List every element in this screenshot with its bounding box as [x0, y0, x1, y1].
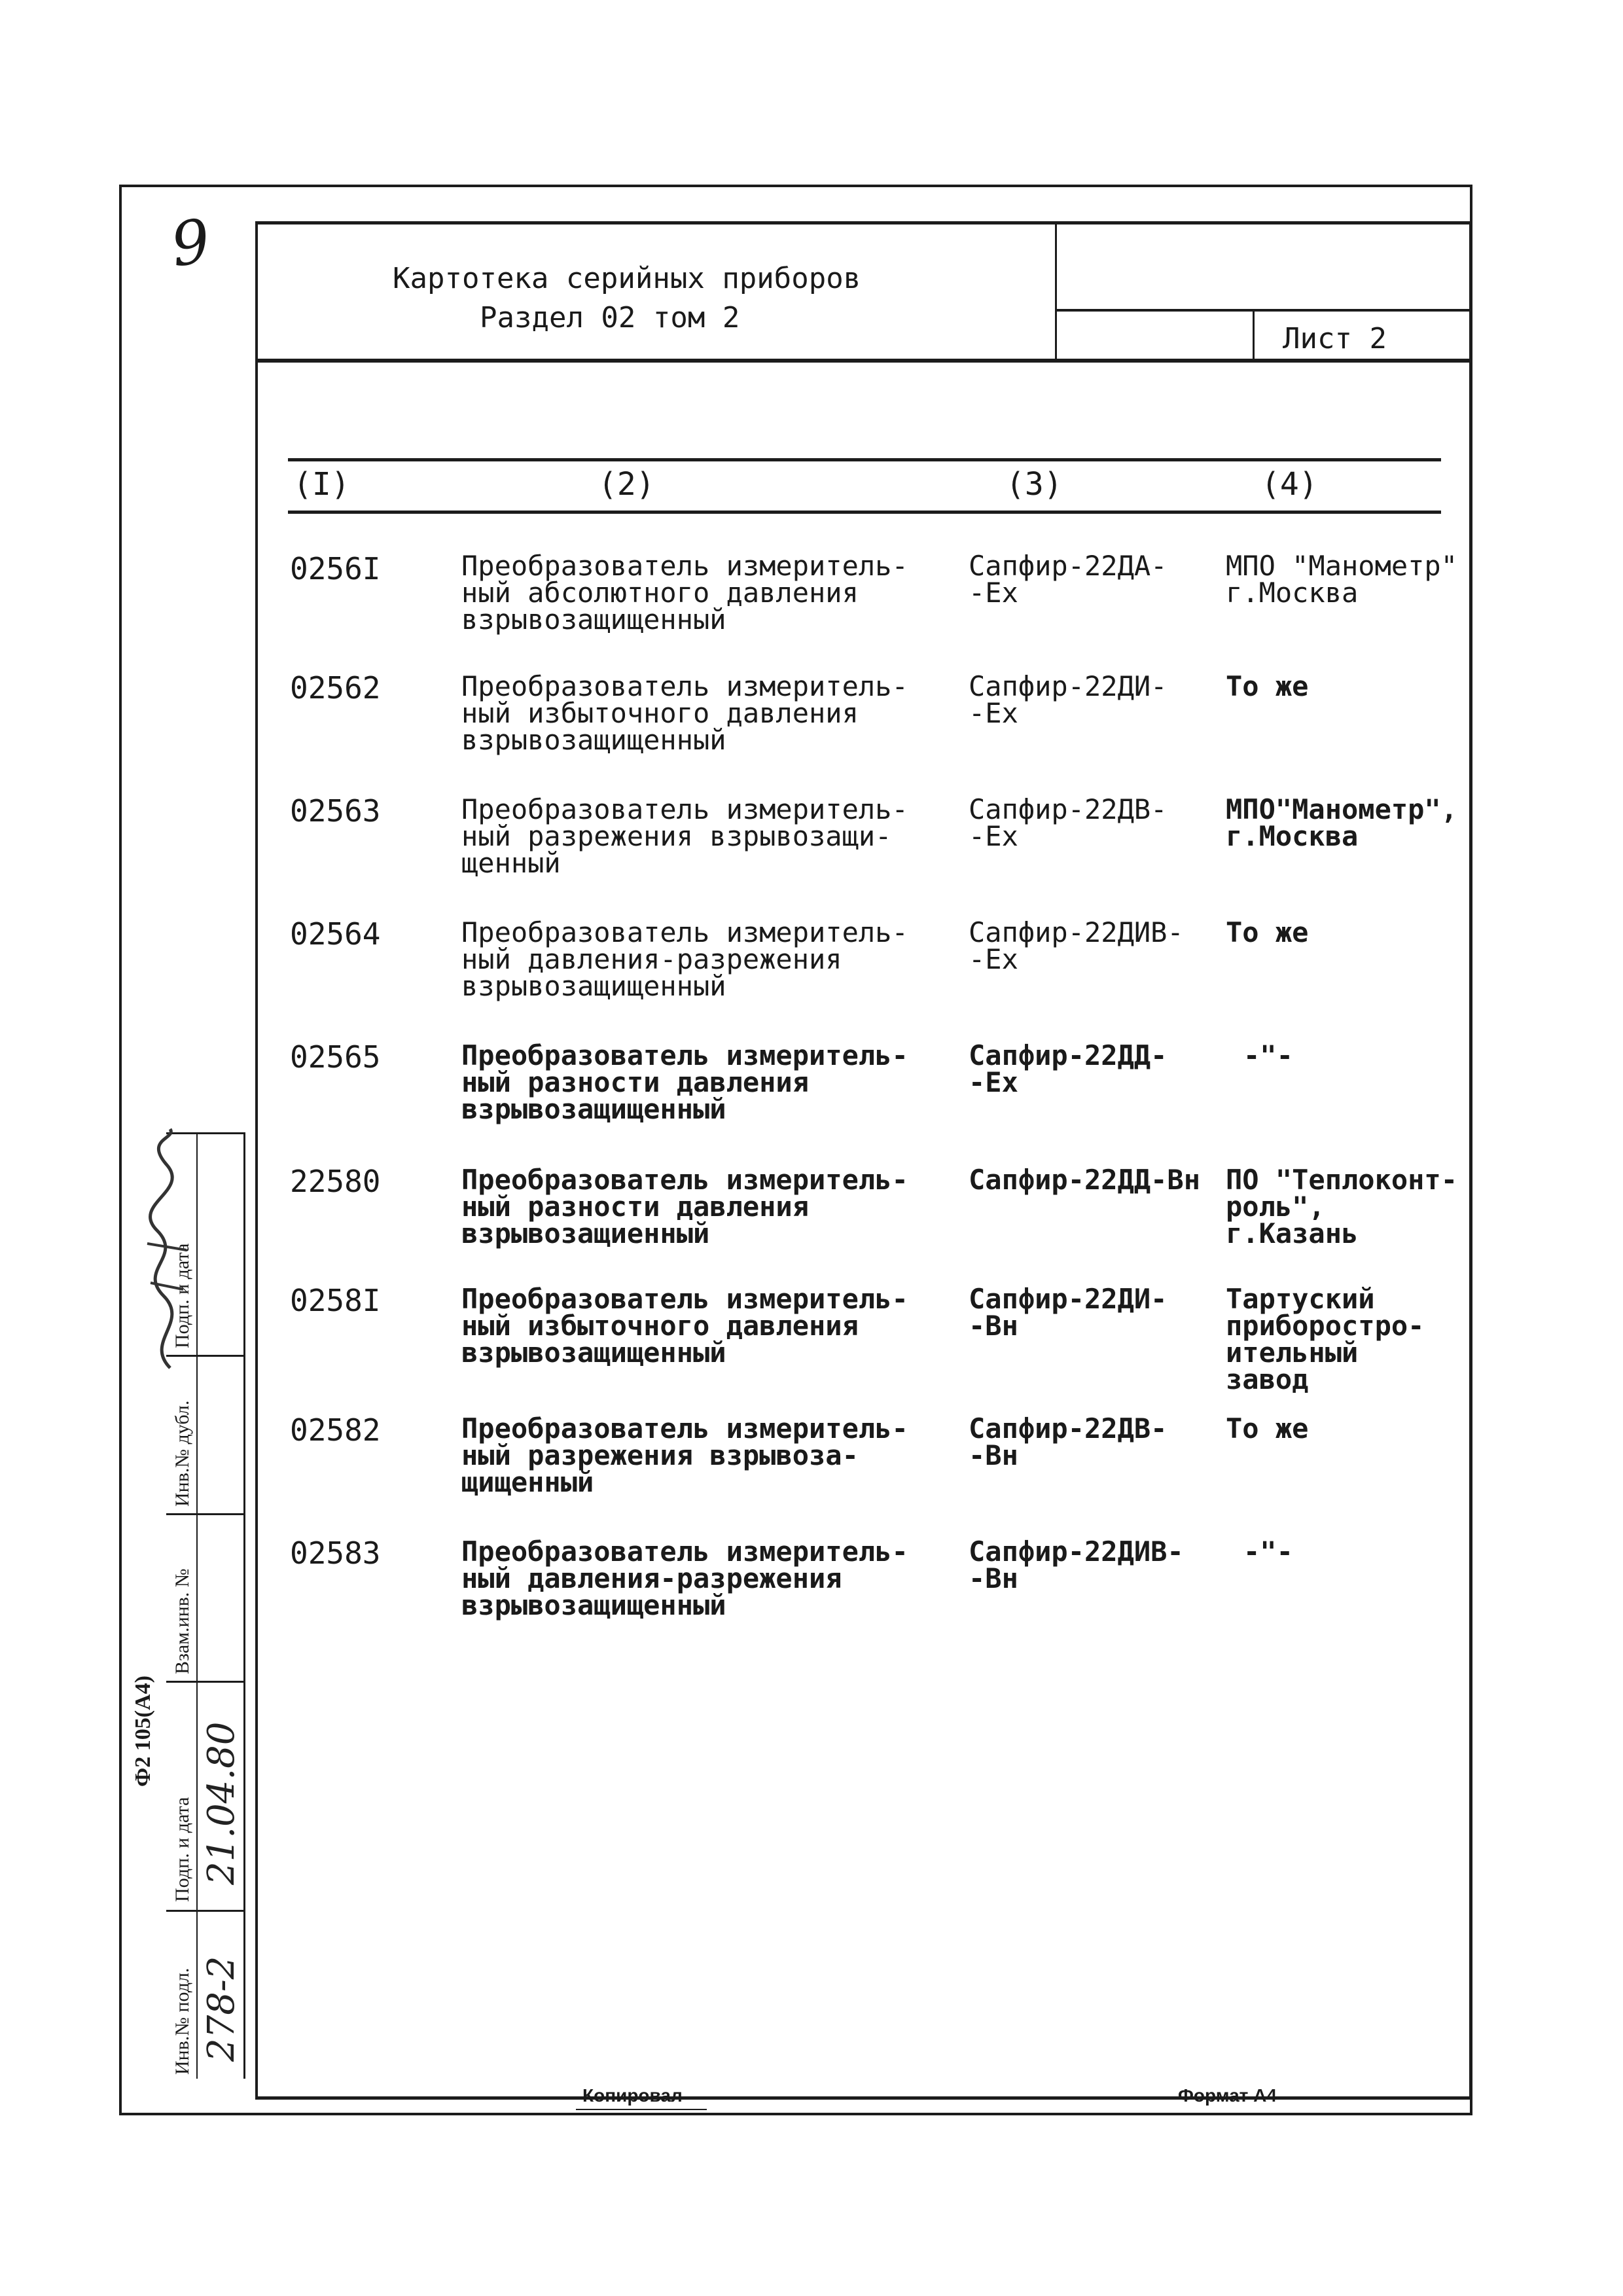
row-model: Сапфир-22ДИ- -Вн — [969, 1283, 1168, 1342]
column-header-2: (2) — [598, 466, 655, 503]
header-bottom-rule — [258, 359, 1470, 363]
row-code: 22580 — [290, 1164, 381, 1199]
row-model: Сапфир-22ДД-Вн — [969, 1164, 1201, 1196]
row-description: Преобразователь измеритель- ный разности давления взрывозащищенный — [461, 1039, 908, 1125]
page-number: 9 — [166, 206, 215, 281]
footer-rule — [119, 2113, 1472, 2115]
row-description: Преобразователь измеритель- ный избыточного давления взрывозащищенный — [461, 670, 908, 756]
row-description: Преобразователь измеритель- ный разрежения взрывозащи- щенный — [461, 793, 908, 879]
row-manufacturer: Тартуский приборостро- ительный завод — [1226, 1283, 1425, 1395]
row-description: Преобразователь измеритель- ный разрежения взрывоза- щищенный — [461, 1412, 908, 1498]
stamp-row-divider — [166, 1681, 245, 1683]
row-model: Сапфир-22ДИВ- -Вн — [969, 1535, 1184, 1594]
sheet-cell-divider — [1253, 312, 1255, 360]
row-description: Преобразователь измеритель- ный давления-разрежения взрывозащищенный — [461, 1535, 908, 1621]
row-description: Преобразователь измеритель- ный избыточного давления взрывозащищенный — [461, 1283, 908, 1369]
column-header-4: (4) — [1261, 466, 1318, 503]
row-code: 0258I — [290, 1283, 381, 1318]
stamp-label-podp-data: Подп. и дата — [171, 1797, 193, 1902]
table-header-rule — [288, 511, 1441, 514]
row-code: 02582 — [290, 1412, 381, 1448]
row-description: Преобразователь измеритель- ный абсолютного давления взрывозащищенный — [461, 550, 908, 636]
row-model: Сапфир-22ДА- -Ex — [969, 550, 1168, 609]
row-manufacturer: -"- — [1243, 1535, 1293, 1568]
stamp-right-border — [243, 1132, 245, 2079]
stamp-label-vzam-inv: Взам.инв. № — [171, 1568, 193, 1674]
footer-format: Формат А4 — [1178, 2085, 1277, 2106]
stamp-label-podp-data-2: Подп. и дата — [171, 1243, 193, 1348]
signature-scribble — [131, 1126, 203, 1374]
row-code: 0256I — [290, 551, 381, 586]
row-model: Сапфир-22ДИ- -Ex — [969, 670, 1168, 729]
document-section: Раздел 02 том 2 — [480, 301, 740, 334]
row-code: 02562 — [290, 670, 381, 706]
row-description: Преобразователь измеритель- ный разности давления взрывозащиенный — [461, 1164, 908, 1249]
row-code: 02563 — [290, 793, 381, 829]
row-manufacturer: То же — [1226, 916, 1309, 948]
footer-copied-underline — [576, 2109, 707, 2110]
row-manufacturer: ПО "Теплоконт- роль", г.Казань — [1226, 1164, 1458, 1249]
row-manufacturer: То же — [1226, 1412, 1309, 1444]
stamp-label-inv-podl: Инв.№ подл. — [171, 1967, 193, 2075]
row-model: Сапфир-22ДД- -Ex — [969, 1039, 1168, 1098]
row-model: Сапфир-22ДВ- -Вн — [969, 1412, 1168, 1471]
row-description: Преобразователь измеритель- ный давления-разрежения взрывозащищенный — [461, 916, 908, 1002]
sheet-number: Лист 2 — [1283, 322, 1387, 355]
stamp-inventory-number: 278-2 — [200, 1956, 243, 2062]
row-code: 02565 — [290, 1039, 381, 1075]
form-code: Ф2 105(А4) — [131, 1676, 155, 1787]
row-model: Сапфир-22ДВ- -Ex — [969, 793, 1168, 852]
stamp-label-inv-dubl: Инв.№ дубл. — [171, 1400, 193, 1507]
stamp-row-divider — [166, 1910, 245, 1912]
header-divider-horizontal — [1055, 309, 1470, 312]
footer-copied: Копировал — [582, 2085, 683, 2106]
header-divider-vertical — [1055, 224, 1057, 360]
stamp-date: 21.04.80 — [200, 1721, 243, 1885]
table-top-rule — [288, 458, 1441, 461]
stamp-row-divider — [166, 1513, 245, 1515]
row-code: 02583 — [290, 1535, 381, 1571]
row-manufacturer: МПО"Манометр", г.Москва — [1226, 793, 1458, 852]
row-manufacturer: -"- — [1243, 1039, 1293, 1071]
document-title: Картотека серийных приборов — [393, 262, 861, 295]
column-header-3: (3) — [1006, 466, 1063, 503]
row-manufacturer: То же — [1226, 670, 1309, 702]
row-model: Сапфир-22ДИВ- -Ex — [969, 916, 1184, 975]
column-header-1: (I) — [293, 466, 350, 503]
row-code: 02564 — [290, 916, 381, 952]
inner-frame — [255, 221, 1472, 2100]
row-manufacturer: МПО "Манометр" г.Москва — [1226, 550, 1458, 609]
